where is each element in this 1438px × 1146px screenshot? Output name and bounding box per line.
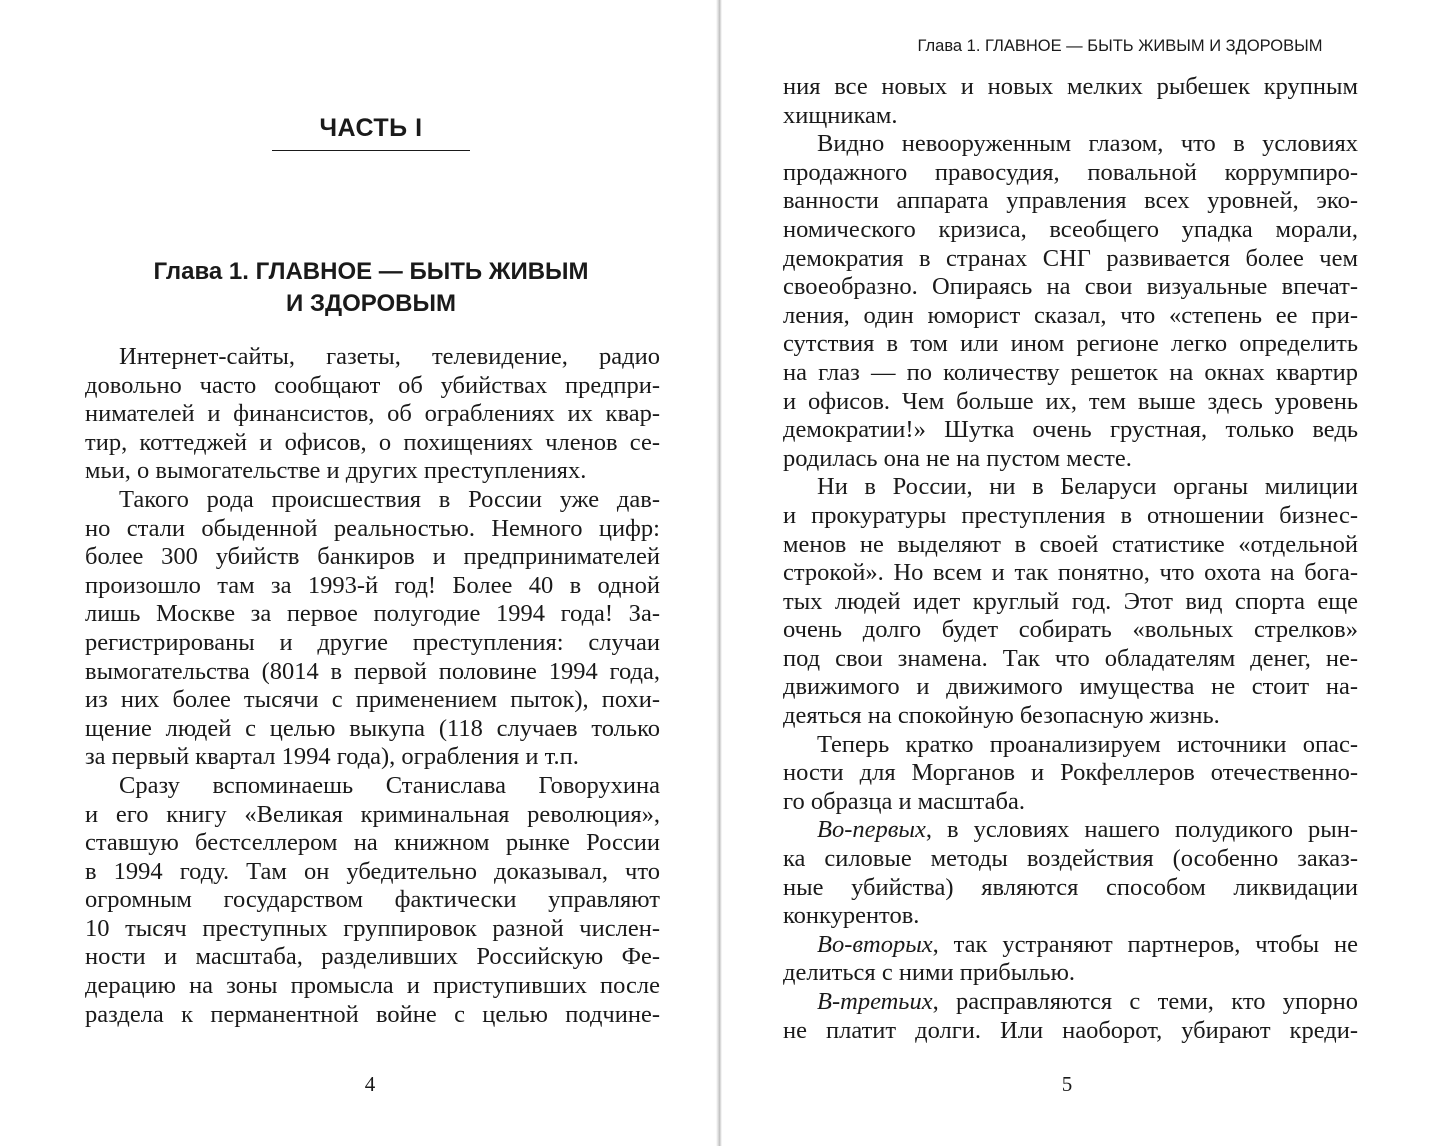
text-line: ности и масштаба, разделивших Российскую Фе- [85,943,660,971]
text-line: в 1994 году. Там он убедительно доказывал, что [85,857,660,885]
text-line: демократия в странах СНГ развивается более чем [783,244,1358,272]
text-line: ванности аппарата управления всех уровней, эко- [783,187,1358,215]
text-line: нимателей и финансистов, об ограблениях их квар- [85,400,660,428]
text-line: Интернет-сайты, газеты, телевидение, радио [119,343,660,370]
text-line: Сразу вспоминаешь Станислава Говорухина [119,771,660,799]
part-title: ЧАСТЬ I [319,114,423,142]
text-line: из них более тысячи с применением пыток), похи- [85,686,660,714]
text-line: 10 тысяч преступных группировок разной числен- [85,914,660,942]
text-line: дерацию на зоны промысла и приступивших после [85,972,660,1000]
chapter-title-line: Глава 1. ГЛАВНОЕ — БЫТЬ ЖИВЫМ [153,258,589,285]
text-fragment: , в условиях нашего полудикого рын- [925,816,1358,844]
text-line: конкурентов. [783,902,920,930]
text-line: раздела к перманентной войне с целью подчине- [85,1000,660,1028]
text-line [783,931,1358,960]
text-line: регистрированы и другие преступления: случаи [85,628,660,656]
text-line: за первый квартал 1994 года), ограбления и т.п. [85,743,579,771]
text-line: не платит долги. Или наоборот, убирают креди- [783,1016,1358,1044]
text-fragment: , расправляются с теми, кто упорно [932,988,1358,1015]
text-line: демократии!» Шутка очень грустная, только ведь [783,416,1358,444]
text-line: продажного правосудия, повальной коррумпиро- [783,158,1358,186]
text-line: но стали обыденной реальностью. Немного цифр: [85,514,660,542]
text-line: менов не выделяют в своей статистике «отдельной [783,530,1358,558]
text-line: тых людей идет круглый год. Этот вид спорта еще [783,587,1358,615]
text-line: тир, коттеджей и офисов, о похищениях членов се- [85,428,660,456]
text-line: ления, один юморист сказал, что «степень ее при- [783,301,1358,329]
text-line: произошло там за 1993-й год! Более 40 в одной [85,571,660,599]
text-line [783,816,1358,845]
text-line: Теперь кратко проанализируем источники опас- [817,730,1358,758]
page-number: 5 [1061,1072,1073,1096]
text-line: и прокуратуры преступления в отношении бизнес- [783,501,1358,529]
text-line: движимого и движимого имущества не стоит на- [783,673,1358,701]
text-line [783,988,1358,1017]
text-line: деяться на спокойную безопасную жизнь. [783,702,1220,730]
italic-term: Во-первых [817,816,926,844]
text-line: вымогательства (8014 в первой половине 1994 года, [85,657,660,685]
text-line: и его книгу «Великая криминальная революция», [85,800,660,828]
text-line: ка силовые методы воздействия (особенно заказ- [783,845,1358,873]
text-line: и офисов. Чем больше их, тем выше здесь уровень [783,387,1358,415]
text-line: мьи, о вымогательстве и других преступлениях. [85,457,587,485]
right-page-body [783,73,1358,1045]
text-line: Такого рода происшествия в России уже дав- [119,485,660,513]
text-line: ные убийства) являются способом ликвидации [783,873,1358,901]
text-line: Видно невооруженным глазом, что в условиях [817,130,1358,158]
text-line: на глаз — по количеству решеток на окнах квартир [783,358,1358,386]
text-line: ности для Морганов и Рокфеллеров отечественно- [783,759,1358,787]
text-line: хищникам. [783,101,898,129]
part-title-rule [272,150,470,151]
text-line: более 300 убийств банкиров и предпринимателей [85,543,660,571]
text-line: щение людей с целью выкупа (118 случаев только [85,714,660,742]
text-line: лишь Москве за первое полугодие 1994 года! За- [85,600,660,628]
text-line: ния все новых и новых мелких рыбешек крупным [783,73,1358,100]
text-line: под свои знамена. Так что обладателям денег, не- [783,644,1358,672]
text-line: номического кризиса, всеобщего упадка морали, [783,215,1358,243]
text-line: довольно часто сообщают об убийствах предпри- [85,371,660,399]
text-line: своеобразно. Опираясь на свои визуальные впечат- [783,273,1358,301]
italic-term: Во-вторых [817,930,933,958]
chapter-title-line: И ЗДОРОВЫМ [286,290,456,317]
text-line: огромным государством фактически управляют [85,886,660,914]
text-line: го образца и масштаба. [783,787,1025,815]
text-line: очень долго будет собирать «вольных стрелков» [783,616,1358,644]
text-fragment: , так устраняют партнеров, чтобы не [932,930,1358,958]
page-number: 4 [364,1072,376,1096]
text-line: строкой». Но всем и так понятно, что охота на бога- [783,559,1358,587]
left-page-body [85,343,660,1029]
text-line: делиться с ними прибылью. [783,959,1076,987]
text-line: родилась она не на пустом месте. [783,444,1132,472]
italic-term: В-третьих [817,988,933,1015]
running-head: Глава 1. ГЛАВНОЕ — БЫТЬ ЖИВЫМ И ЗДОРОВЫМ [917,37,1323,55]
text-line: сутствия в том или ином регионе легко определить [783,330,1358,358]
text-line: Ни в России, ни в Беларуси органы милиции [817,473,1358,501]
chapter-title [80,256,662,320]
text-line: ставшую бестселлером на книжном рынке России [85,829,660,857]
